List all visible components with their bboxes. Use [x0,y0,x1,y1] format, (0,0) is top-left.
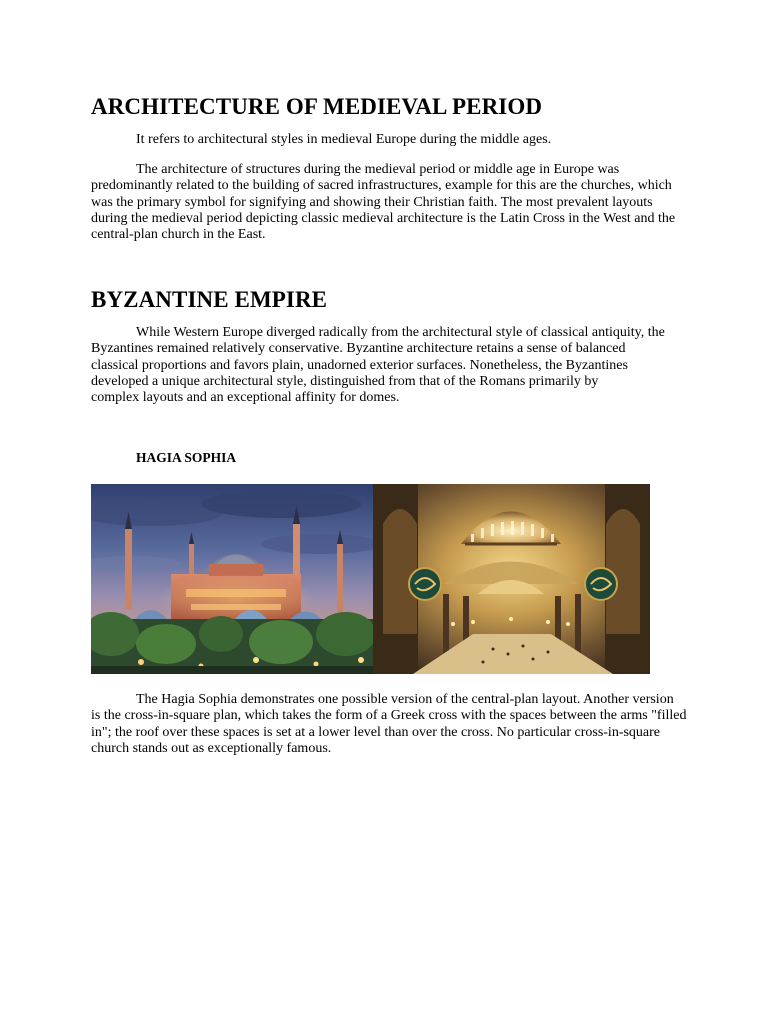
paragraph-line: central-plan church in the East. [91,227,266,243]
paragraph-line: during the medieval period depicting classic medieval architecture is the Latin Cross in the West and the [91,210,676,226]
paragraph-medieval-architecture [91,162,681,243]
paragraph-line: The architecture of structures during the medieval period or middle age in Europe was [136,162,620,177]
paragraph-line: The Hagia Sophia demonstrates one possible version of the central-plan layout. Another version [136,692,674,707]
paragraph-line: complex layouts and an exceptional affinity for domes. [91,390,400,406]
section-title-medieval: ARCHITECTURE OF MEDIEVAL PERIOD [91,94,543,119]
paragraph-line: While Western Europe diverged radically from the architectural style of classical antiquity, the [136,325,665,340]
paragraph-line: church stands out as exceptionally famous. [91,740,332,756]
paragraph-line: It refers to architectural styles in medieval Europe during the middle ages. [136,132,552,147]
paragraph-line: is the cross-in-square plan, which takes the form of a Greek cross with the spaces between the arms "filled [91,708,687,724]
paragraph-line: was the primary symbol for signifying and showing their Christian faith. The most prevalent layouts [91,194,653,210]
paragraph-line: in"; the roof over these spaces is set at a lower level than over the cross. No particular cross-in-square [91,724,661,740]
section-title-byzantine: BYZANTINE EMPIRE [91,287,328,312]
paragraph-line: developed a unique architectural style, distinguished from that of the Romans primarily by [91,373,599,389]
paragraph-line: classical proportions and favors plain, unadorned exterior surfaces. Nonetheless, the Byzantines [91,357,628,373]
paragraph-intro [91,132,681,148]
paragraph-line: Byzantines remained relatively conservative. Byzantine architecture retains a sense of balanced [91,341,626,357]
paragraph-hagia-sophia [91,692,687,757]
hagia-sophia-interior-image [373,484,650,674]
subsection-title-hagia-sophia: HAGIA SOPHIA [136,450,237,465]
paragraph-line: predominantly related to the building of sacred infrastructures, example for this are the churches, which [91,178,672,194]
paragraph-byzantine [91,325,681,406]
hagia-sophia-exterior-image [91,484,373,674]
